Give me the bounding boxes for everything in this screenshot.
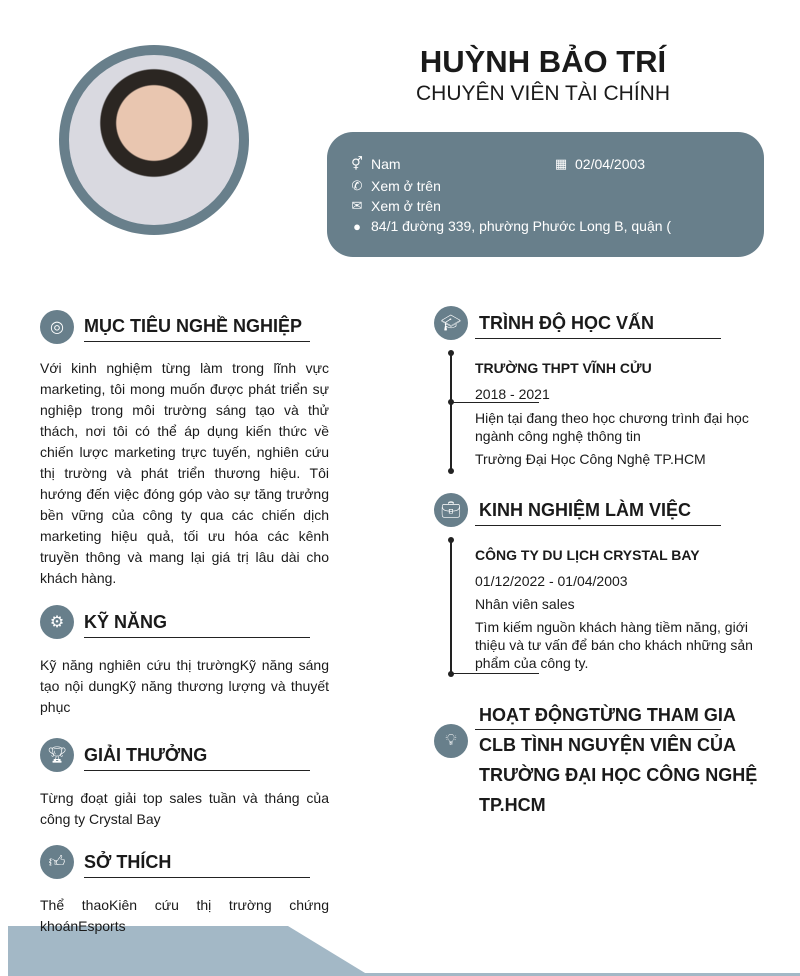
lightbulb-icon: 💡︎ bbox=[434, 724, 468, 758]
experience-timeline bbox=[450, 540, 452, 674]
activities-title: HOẠT ĐỘNGTỪNG THAM GIA CLB TÌNH NGUYỆN VIÊN CỦA TRƯỜNG ĐẠI HỌC CÔNG NGHỆ TP.HCM bbox=[479, 705, 758, 815]
work-period: 01/12/2022 - 01/04/2003 bbox=[475, 573, 628, 589]
objective-title: MỤC TIÊU NGHỀ NGHIỆP bbox=[84, 316, 310, 342]
awards-text: Từng đoạt giải top sales tuần và tháng của công ty Crystal Bay bbox=[40, 790, 329, 827]
timeline-dot bbox=[448, 537, 454, 543]
objective-text: Với kinh nghiệm từng làm trong lĩnh vực marketing, tôi mong muốn được phát triển sự nghiệp trong môi trường sáng tạo và thử thách, nơi tôi có thể áp dụng kiến thức về chiến lược marketing trực tuyến, nghiên cứu thị trường và phát triển thương hiệu. Tôi hướng đến việc đóng góp vào sự tăng trưởng bền vững của công ty qua các chiến dịch marketing hiệu quả, tối ưu hóa các kênh truyền thông và mang lại giá trị lâu dài cho khách hàng. bbox=[40, 360, 329, 586]
briefcase-icon: 💼︎ bbox=[434, 493, 468, 527]
gender: Nam bbox=[371, 156, 401, 172]
gender-icon: ⚥ bbox=[351, 156, 363, 171]
company-name: CÔNG TY DU LỊCH CRYSTAL BAY bbox=[475, 547, 700, 563]
calendar-icon: ▦ bbox=[554, 156, 568, 171]
profile-photo bbox=[59, 45, 249, 235]
education-timeline bbox=[450, 353, 452, 471]
school-years: 2018 - 2021 bbox=[475, 386, 550, 402]
university-name: Trường Đại Học Công Nghệ TP.HCM bbox=[475, 451, 706, 467]
awards-title: GIẢI THƯỞNG bbox=[84, 745, 310, 771]
divider bbox=[451, 673, 539, 674]
school-name: TRƯỜNG THPT VĨNH CỬU bbox=[475, 360, 652, 376]
candidate-name: HUỲNH BẢO TRÍ bbox=[419, 44, 667, 79]
phone-icon: ✆ bbox=[351, 178, 363, 193]
hobbies-text: Thể thaoKiên cứu thị trường chứng khoánEsports bbox=[40, 897, 329, 934]
thumbs-up-icon: 👍︎ bbox=[40, 845, 74, 879]
trophy-icon: 🏆︎ bbox=[40, 738, 74, 772]
gear-icon: ⚙ bbox=[40, 605, 74, 639]
skills-title: KỸ NĂNG bbox=[84, 612, 310, 638]
education-desc: Hiện tại đang theo học chương trình đại học ngành công nghệ thông tin bbox=[475, 410, 749, 444]
work-role: Nhân viên sales bbox=[475, 596, 575, 612]
phone: Xem ở trên bbox=[371, 178, 441, 194]
work-desc: Tìm kiếm nguồn khách hàng tiềm năng, giới thiệu và tư vấn để bán cho khách những sản phẩm của công ty. bbox=[475, 619, 753, 671]
skills-text: Kỹ năng nghiên cứu thị trườngKỹ năng sáng tạo nội dungKỹ năng thương lượng và thuyết phục bbox=[40, 657, 329, 715]
email-icon: ✉ bbox=[351, 198, 363, 213]
timeline-dot bbox=[448, 468, 454, 474]
avatar bbox=[69, 55, 239, 225]
education-title: TRÌNH ĐỘ HỌC VẤN bbox=[475, 313, 721, 339]
email: Xem ở trên bbox=[371, 198, 441, 214]
timeline-dot bbox=[448, 671, 454, 677]
timeline-dot bbox=[448, 350, 454, 356]
job-title: CHUYÊN VIÊN TÀI CHÍNH bbox=[416, 82, 670, 105]
target-icon: ◎ bbox=[40, 310, 74, 344]
divider bbox=[475, 729, 721, 730]
location-icon: ● bbox=[353, 218, 361, 234]
address: 84/1 đường 339, phường Phước Long B, quận ( bbox=[371, 218, 672, 234]
contact-info-card bbox=[327, 132, 764, 257]
hobbies-title: SỞ THÍCH bbox=[84, 852, 310, 878]
experience-title: KINH NGHIỆM LÀM VIỆC bbox=[475, 500, 721, 526]
birthdate: 02/04/2003 bbox=[575, 156, 646, 172]
graduation-cap-icon: 🎓︎ bbox=[434, 306, 468, 340]
